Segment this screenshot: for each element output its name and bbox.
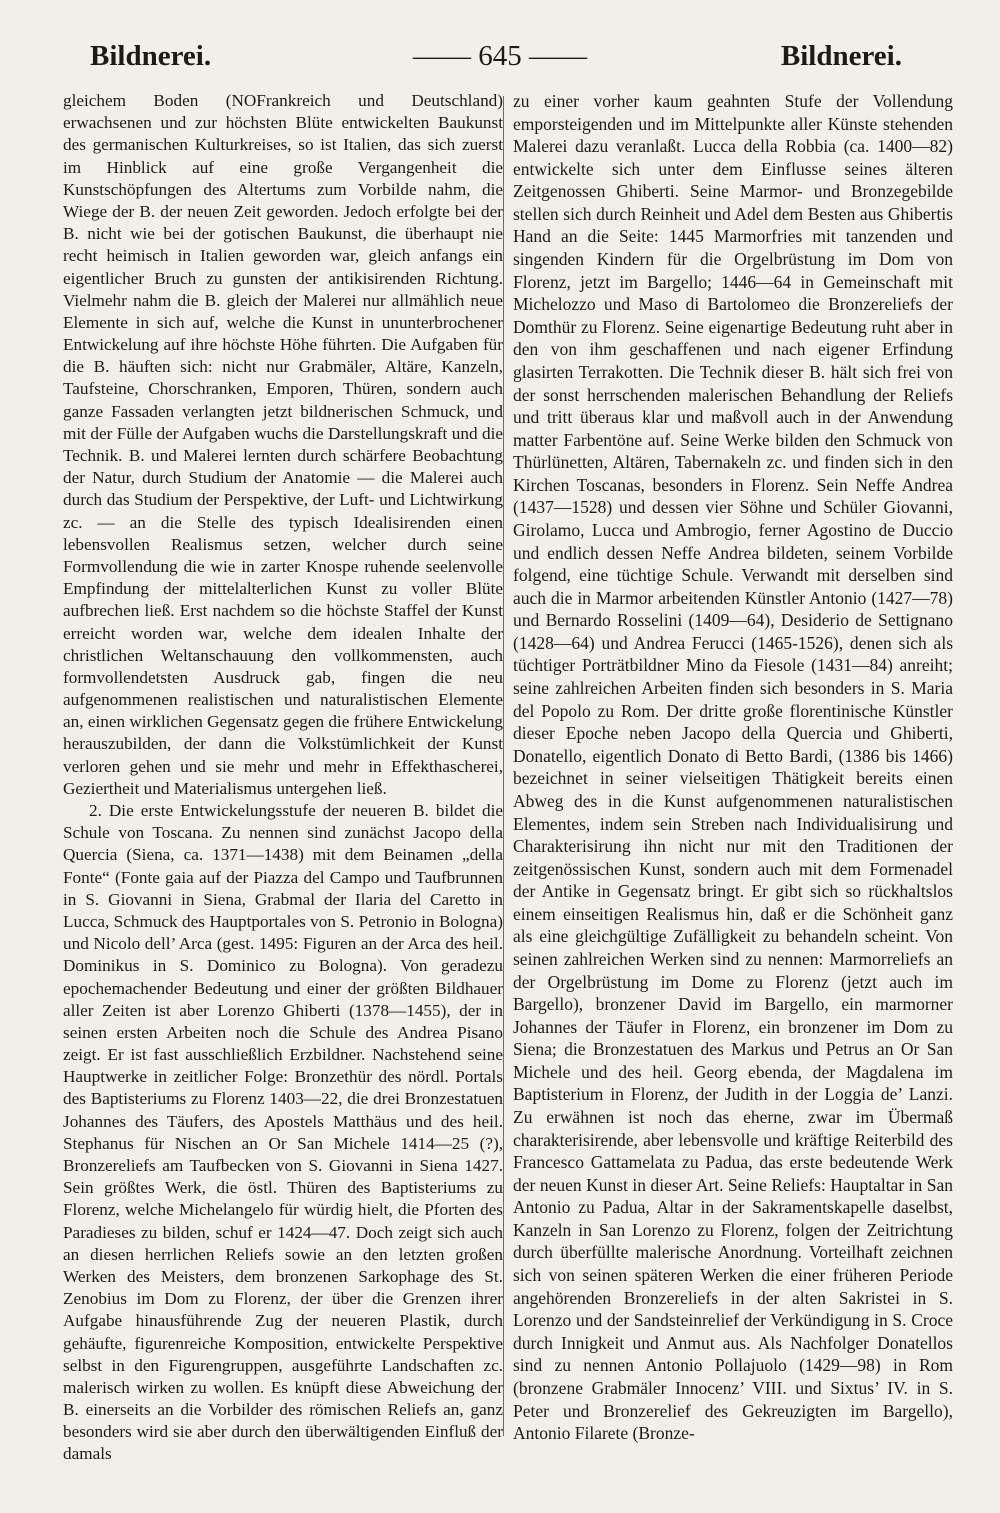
running-head-right: Bildnerei. (780, 40, 902, 72)
page-number-value: 645 (478, 40, 522, 72)
running-head-left: Bildnerei. (90, 40, 212, 72)
page-number: —— 645 —— (413, 40, 587, 72)
column-divider (503, 96, 504, 1436)
right-column (513, 90, 953, 1445)
paragraph: gleichem Boden (NOFrankreich und Deutschland) erwachsenen und zur höchsten Blüte entwickelten Baukunst des germanischen Kulturkreises, so ist Italien, das sich zuerst im Hinblick auf eine große Vergangenheit die Kunstschöpfungen des Altertums zum Vorbilde nahm, die Wiege der B. der neuen Zeit geworden. Jedoch erfolgte bei der B. nicht wie bei der gotischen Baukunst, die überhaupt nie recht heimisch in Italien geworden war, gleich anfangs ein eigentlicher Bruch zu gunsten der antikisirenden Richtung. Vielmehr nahm die B. gleich der Malerei nur allmählich neue Elemente in sich auf, welche die Kunst in ununterbrochener Entwickelung auf ihre höchste Höhe führten. Die Aufgaben für die B. häuften sich: nicht nur Grabmäler, Altäre, Kanzeln, Taufsteine, Chorschranken, Emporen, Thüren, sondern auch ganze Fassaden verlangten jetzt bildnerischen Schmuck, und mit der Fülle der Aufgaben wuchs die Darstellungskraft und die Technik. B. und Malerei lernten durch schärfere Beobachtung der Natur, durch Studium der Anatomie — die Malerei auch durch das Studium der Perspektive, der Luft- und Lichtwirkung zc. — an die Stelle des typisch Idealisirenden einen lebensvollen Realismus setzen, welcher durch seine Formvollendung die wie in zarter Knospe ruhende seelenvolle Empfindung der mittelalterlichen Kunst zu voller Blüte aufbrechen ließ. Erst nachdem so die höchste Staffel der Kunst erreicht worden war, welche dem idealen Inhalte der christlichen Weltanschauung den vollkommensten, auch formvollendetsten Ausdruck gab, fingen die neu aufgenommenen realistischen und naturalistischen Elemente an, einen wirklichen Gegensatz gegen die frühere Entwickelung herauszubilden, der dann die Volkstümlichkeit der Kunst verloren gehen und sie mehr und mehr in Effekthascherei, Geziertheit und Materialismus untergehen ließ. (63, 91, 504, 798)
paragraph: 2. Die erste Entwickelungsstufe der neueren B. bildet die Schule von Toscana. Zu nennen sind zunächst Jacopo della Quercia (Siena, ca. 1371—1438) mit dem Beinamen „della Fonte“ (Fonte gaia auf der Piazza del Campo und Taufbrunnen in S. Giovanni in Siena, Grabmal der Ilaria del Caretto in Lucca, Schmuck des Hauptportales von S. Petronio in Bologna) und Nicolo dell’ Arca (gest. 1495: Figuren an der Arca des heil. Dominikus in S. Dominico zu Bologna). Von geradezu epochemachender Bedeutung und einer der größten Bildhauer aller Zeiten ist aber Lorenzo Ghiberti (1378—1455), der in seinen ersten Arbeiten noch die Schule des Andrea Pisano zeigt. Er ist fast ausschließlich Erzbildner. Nachstehend seine Hauptwerke in zeitlicher Folge: Bronzethür des nördl. Portals des Baptisteriums zu Florenz 1403—22, die drei Bronzestatuen Johannes des Täufers, des Apostels Matthäus und des heil. Stephanus für Nischen an Or San Michele 1414—25 (?), Bronzereliefs am Taufbecken von S. Giovanni in Siena 1427. Sein größtes Werk, die östl. Thüren des Baptisteriums zu Florenz, welche Michelangelo für würdig hielt, die Pforten des Paradieses zu bilden, schuf er 1424—47. Doch zeigt sich auch an diesen herrlichen Reliefs sowie an den letzten großen Werken des Meisters, dem bronzenen Sarkophage des St. Zenobius im Dom zu Florenz, der über die Grenzen ihrer Aufgabe hinausführende Zug der neueren Plastik, durch gehäufte, figurenreiche Komposition, entwickelte Perspektive selbst in den Figurengruppen, ausgeführte Landschaften zc. malerisch wirken zu wollen. Es knüpft diese Abweichung der B. einerseits an die Vorbilder des römischen Reliefs an, ganz besonders wird sie aber durch den überwältigenden Einfluß der damals (63, 801, 503, 1464)
paragraph: zu einer vorher kaum geahnten Stufe der Vollendung emporsteigenden und im Mittelpunkte aller Künste stehenden Malerei dazu veranlaßt. Lucca della Robbia (ca. 1400—82) entwickelte sich unter dem Einflusse seines älteren Zeitgenossen Ghiberti. Seine Marmor- und Bronzegebilde stellen sich durch Reinheit und Adel dem Besten aus Ghibertis Hand an die Seite: 1445 Marmorfries mit tanzenden und singenden Kindern für die Orgelbrüstung im Dom von Florenz, jetzt im Bargello; 1446—64 in Gemeinschaft mit Michelozzo und Maso di Bartolomeo die Bronzereliefs der Domthür zu Florenz. Seine eigenartige Bedeutung ruht aber in den von ihm geschaffenen und nach eigener Erfindung glasirten Terrakotten. Die Technik dieser B. hält sich frei von der sonst herrschenden malerischen Behandlung der Reliefs und tritt überaus klar und maßvoll auch in der Anwendung matter Farbentöne auf. Seine Werke bilden den Schmuck von Thürlünetten, Altären, Tabernakeln zc. und finden sich in den Kirchen Toscanas, besonders in Florenz. Sein Neffe Andrea (1437—1528) und dessen vier Söhne und Schüler Giovanni, Girolamo, Lucca und Ambrogio, ferner Agostino de Duccio und endlich dessen Neffe Andrea bildeten, seinem Vorbilde folgend, eine tüchtige Schule. Verwandt mit derselben sind auch die in Marmor arbeitenden Künstler Antonio (1427—78) und Bernardo Rosselini (1409—64), Desiderio de Settignano (1428—64) und Andrea Ferucci (1465-1526), denen sich als tüchtiger Porträtbildner Mino da Fiesole (1431—84) anreiht; seine zahlreichen Arbeiten finden sich besonders in S. Maria del Popolo zu Rom. Der dritte große florentinische Künstler dieser Epoche neben Jacopo della Quercia und Ghiberti, Donatello, eigentlich Donato di Betto Bardi, (1386 bis 1466) bezeichnet in seiner vielseitigen Thätigkeit bereits einen Abweg des in die Kunst aufgenommenen naturalistischen Elementes, indem sein Streben nach Individualisirung und Charakterisirung ihn nicht nur mit den Traditionen der zeitgenössischen Kunst, sondern auch mit dem Formenadel der Antike in Gegensatz bringt. Er gibt sich so rückhaltslos einem einseitigen Realismus hin, daß er die Schönheit ganz als eine gleichgültige Zufälligkeit zu behandeln scheint. Von seinen zahlreichen Werken sind zu nennen: Marmorreliefs an der Orgelbrüstung im Dome zu Florenz (jetzt auch im Bargello), bronzener David im Bargello, ein marmorner Johannes der Täufer in Florenz, ein bronzener im Dom zu Siena; die Bronzestatuen des Markus und Petrus an Or San Michele und des heil. Georg ebenda, der Magdalena im Baptisterium in Florenz, der Judith in der Loggia de’ Lanzi. Zu erwähnen ist noch das eherne, zwar im Übermaß charakterisirende, aber lebensvolle und kräftige Reiterbild des Francesco Gattamelata zu Padua, das erste bedeutende Werk der neuen Kunst in dieser Art. Seine Reliefs: Hauptaltar in San Antonio zu Padua, Altar in der Sakramentskapelle daselbst, Kanzeln in San Lorenzo zu Florenz, folgen der Zeitrichtung durch überfüllte malerische Anordnung. Vorteilhaft zeichnen sich von seinen späteren Werken die einer früheren Periode angehörenden Bronzereliefs in der alten Sakristei in S. Lorenzo und der Sandsteinrelief der Verkündigung in S. Croce durch Innigkeit und Anmut aus. Als Nachfolger Donatellos sind zu nennen Antonio Pollajuolo (1429—98) in Rom (bronzene Grabmäler Innocenz’ VIII. und Sixtus’ IV. in S. Peter und Bronzerelief des Gekreuzigten im Bargello), Antonio Filarete (Bronze- (513, 91, 953, 1444)
page-header (0, 36, 1000, 86)
left-column (63, 90, 503, 1466)
